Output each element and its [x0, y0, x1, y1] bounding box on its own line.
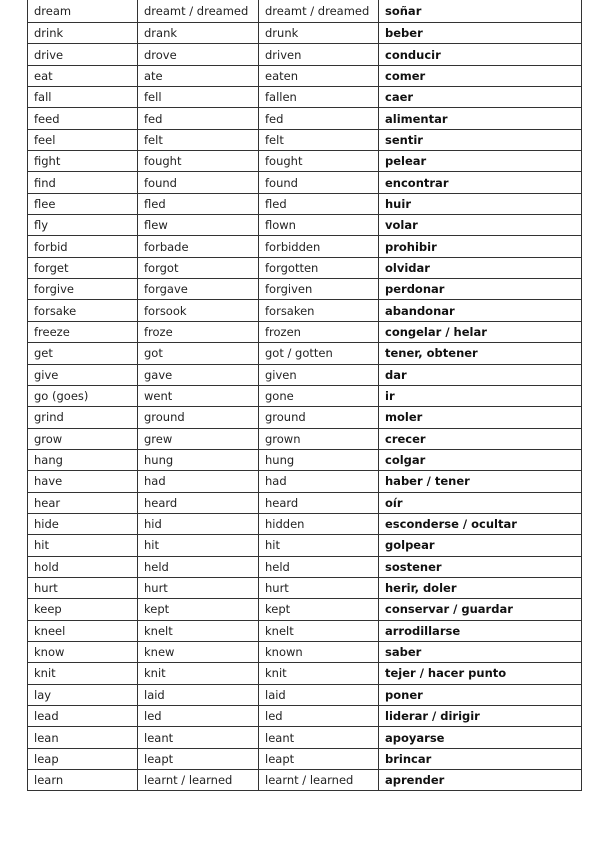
spanish-translation-cell: tener, obtener: [379, 343, 582, 364]
past-participle-cell: got / gotten: [259, 343, 379, 364]
table-row: [28, 279, 582, 300]
base-form-cell: freeze: [28, 321, 138, 342]
spanish-translation-cell: pelear: [379, 151, 582, 172]
base-form-cell: drink: [28, 23, 138, 44]
base-form-cell: forget: [28, 257, 138, 278]
table-row: [28, 641, 582, 662]
past-simple-cell: knelt: [138, 620, 259, 641]
past-participle-cell: hit: [259, 535, 379, 556]
spanish-translation-cell: oír: [379, 492, 582, 513]
table-row: [28, 23, 582, 44]
base-form-cell: have: [28, 471, 138, 492]
past-simple-cell: flew: [138, 215, 259, 236]
base-form-cell: flee: [28, 193, 138, 214]
base-form-cell: get: [28, 343, 138, 364]
spanish-translation-cell: moler: [379, 407, 582, 428]
past-participle-cell: learnt / learned: [259, 770, 379, 791]
base-form-cell: kneel: [28, 620, 138, 641]
spanish-translation-cell: encontrar: [379, 172, 582, 193]
past-participle-cell: given: [259, 364, 379, 385]
past-participle-cell: dreamt / dreamed: [259, 0, 379, 23]
past-simple-cell: fed: [138, 108, 259, 129]
spanish-translation-cell: alimentar: [379, 108, 582, 129]
past-simple-cell: got: [138, 343, 259, 364]
base-form-cell: dream: [28, 0, 138, 23]
past-participle-cell: grown: [259, 428, 379, 449]
base-form-cell: hit: [28, 535, 138, 556]
past-participle-cell: knelt: [259, 620, 379, 641]
past-participle-cell: leapt: [259, 748, 379, 769]
past-participle-cell: eaten: [259, 65, 379, 86]
table-row: [28, 513, 582, 534]
table-row: [28, 535, 582, 556]
spanish-translation-cell: olvidar: [379, 257, 582, 278]
past-simple-cell: leant: [138, 727, 259, 748]
spanish-translation-cell: dar: [379, 364, 582, 385]
table-row: [28, 321, 582, 342]
past-simple-cell: laid: [138, 684, 259, 705]
spanish-translation-cell: sostener: [379, 556, 582, 577]
past-simple-cell: felt: [138, 129, 259, 150]
past-simple-cell: kept: [138, 599, 259, 620]
past-simple-cell: led: [138, 706, 259, 727]
table-row: [28, 407, 582, 428]
table-row: [28, 364, 582, 385]
table-row: [28, 599, 582, 620]
base-form-cell: lean: [28, 727, 138, 748]
past-participle-cell: forgiven: [259, 279, 379, 300]
table-row: [28, 108, 582, 129]
table-row: [28, 449, 582, 470]
table-row: [28, 172, 582, 193]
past-participle-cell: laid: [259, 684, 379, 705]
past-participle-cell: forgotten: [259, 257, 379, 278]
past-participle-cell: frozen: [259, 321, 379, 342]
base-form-cell: leap: [28, 748, 138, 769]
past-participle-cell: knit: [259, 663, 379, 684]
past-simple-cell: ground: [138, 407, 259, 428]
spanish-translation-cell: golpear: [379, 535, 582, 556]
base-form-cell: hide: [28, 513, 138, 534]
spanish-translation-cell: tejer / hacer punto: [379, 663, 582, 684]
spanish-translation-cell: beber: [379, 23, 582, 44]
spanish-translation-cell: herir, doler: [379, 577, 582, 598]
past-simple-cell: dreamt / dreamed: [138, 0, 259, 23]
table-row: [28, 663, 582, 684]
base-form-cell: forbid: [28, 236, 138, 257]
table-row: [28, 556, 582, 577]
spanish-translation-cell: saber: [379, 641, 582, 662]
spanish-translation-cell: conservar / guardar: [379, 599, 582, 620]
past-simple-cell: fled: [138, 193, 259, 214]
table-row: [28, 770, 582, 791]
table-row: [28, 428, 582, 449]
past-participle-cell: heard: [259, 492, 379, 513]
past-participle-cell: fought: [259, 151, 379, 172]
spanish-translation-cell: arrodillarse: [379, 620, 582, 641]
past-simple-cell: had: [138, 471, 259, 492]
spanish-translation-cell: aprender: [379, 770, 582, 791]
base-form-cell: lead: [28, 706, 138, 727]
past-simple-cell: fell: [138, 87, 259, 108]
base-form-cell: grow: [28, 428, 138, 449]
base-form-cell: forsake: [28, 300, 138, 321]
spanish-translation-cell: perdonar: [379, 279, 582, 300]
past-simple-cell: hung: [138, 449, 259, 470]
spanish-translation-cell: liderar / dirigir: [379, 706, 582, 727]
table-row: [28, 492, 582, 513]
table-row: [28, 385, 582, 406]
past-simple-cell: leapt: [138, 748, 259, 769]
spanish-translation-cell: abandonar: [379, 300, 582, 321]
past-simple-cell: hid: [138, 513, 259, 534]
base-form-cell: fall: [28, 87, 138, 108]
spanish-translation-cell: colgar: [379, 449, 582, 470]
table-row: [28, 129, 582, 150]
base-form-cell: lay: [28, 684, 138, 705]
past-simple-cell: forsook: [138, 300, 259, 321]
base-form-cell: hurt: [28, 577, 138, 598]
table-row: [28, 300, 582, 321]
spanish-translation-cell: ir: [379, 385, 582, 406]
past-simple-cell: went: [138, 385, 259, 406]
spanish-translation-cell: esconderse / ocultar: [379, 513, 582, 534]
past-simple-cell: found: [138, 172, 259, 193]
base-form-cell: find: [28, 172, 138, 193]
past-participle-cell: drunk: [259, 23, 379, 44]
base-form-cell: fight: [28, 151, 138, 172]
table-row: [28, 87, 582, 108]
past-simple-cell: grew: [138, 428, 259, 449]
base-form-cell: fly: [28, 215, 138, 236]
past-participle-cell: forbidden: [259, 236, 379, 257]
spanish-translation-cell: haber / tener: [379, 471, 582, 492]
table-row: [28, 236, 582, 257]
table-row: [28, 706, 582, 727]
past-participle-cell: fled: [259, 193, 379, 214]
table-row: [28, 343, 582, 364]
spanish-translation-cell: volar: [379, 215, 582, 236]
table-row: [28, 471, 582, 492]
spanish-translation-cell: huir: [379, 193, 582, 214]
spanish-translation-cell: caer: [379, 87, 582, 108]
base-form-cell: knit: [28, 663, 138, 684]
base-form-cell: hold: [28, 556, 138, 577]
base-form-cell: drive: [28, 44, 138, 65]
table-row: [28, 151, 582, 172]
table-row: [28, 620, 582, 641]
past-simple-cell: gave: [138, 364, 259, 385]
base-form-cell: know: [28, 641, 138, 662]
past-participle-cell: kept: [259, 599, 379, 620]
past-participle-cell: hidden: [259, 513, 379, 534]
table-row: [28, 257, 582, 278]
table-row: [28, 44, 582, 65]
past-participle-cell: fed: [259, 108, 379, 129]
past-participle-cell: fallen: [259, 87, 379, 108]
spanish-translation-cell: congelar / helar: [379, 321, 582, 342]
past-simple-cell: forgot: [138, 257, 259, 278]
past-participle-cell: felt: [259, 129, 379, 150]
past-simple-cell: drank: [138, 23, 259, 44]
past-participle-cell: led: [259, 706, 379, 727]
past-participle-cell: had: [259, 471, 379, 492]
base-form-cell: feel: [28, 129, 138, 150]
past-simple-cell: heard: [138, 492, 259, 513]
past-participle-cell: found: [259, 172, 379, 193]
base-form-cell: keep: [28, 599, 138, 620]
base-form-cell: feed: [28, 108, 138, 129]
irregular-verbs-table: [27, 0, 582, 791]
past-participle-cell: driven: [259, 44, 379, 65]
spanish-translation-cell: brincar: [379, 748, 582, 769]
past-participle-cell: known: [259, 641, 379, 662]
spanish-translation-cell: conducir: [379, 44, 582, 65]
past-simple-cell: learnt / learned: [138, 770, 259, 791]
base-form-cell: forgive: [28, 279, 138, 300]
past-participle-cell: flown: [259, 215, 379, 236]
table-row: [28, 65, 582, 86]
past-participle-cell: hung: [259, 449, 379, 470]
spanish-translation-cell: apoyarse: [379, 727, 582, 748]
base-form-cell: learn: [28, 770, 138, 791]
base-form-cell: give: [28, 364, 138, 385]
past-simple-cell: froze: [138, 321, 259, 342]
base-form-cell: hear: [28, 492, 138, 513]
base-form-cell: hang: [28, 449, 138, 470]
spanish-translation-cell: crecer: [379, 428, 582, 449]
past-participle-cell: leant: [259, 727, 379, 748]
table-row: [28, 577, 582, 598]
table-row: [28, 684, 582, 705]
base-form-cell: eat: [28, 65, 138, 86]
base-form-cell: go (goes): [28, 385, 138, 406]
past-participle-cell: hurt: [259, 577, 379, 598]
spanish-translation-cell: prohibir: [379, 236, 582, 257]
past-participle-cell: gone: [259, 385, 379, 406]
spanish-translation-cell: sentir: [379, 129, 582, 150]
past-simple-cell: knit: [138, 663, 259, 684]
table-body: [28, 0, 582, 791]
past-simple-cell: knew: [138, 641, 259, 662]
table-row: [28, 727, 582, 748]
past-simple-cell: forgave: [138, 279, 259, 300]
past-simple-cell: fought: [138, 151, 259, 172]
table-row: [28, 193, 582, 214]
past-participle-cell: forsaken: [259, 300, 379, 321]
past-participle-cell: ground: [259, 407, 379, 428]
past-participle-cell: held: [259, 556, 379, 577]
past-simple-cell: hurt: [138, 577, 259, 598]
table-row: [28, 215, 582, 236]
past-simple-cell: ate: [138, 65, 259, 86]
base-form-cell: grind: [28, 407, 138, 428]
past-simple-cell: forbade: [138, 236, 259, 257]
past-simple-cell: hit: [138, 535, 259, 556]
spanish-translation-cell: soñar: [379, 0, 582, 23]
past-simple-cell: drove: [138, 44, 259, 65]
spanish-translation-cell: comer: [379, 65, 582, 86]
past-simple-cell: held: [138, 556, 259, 577]
table-row: [28, 0, 582, 23]
table-row: [28, 748, 582, 769]
spanish-translation-cell: poner: [379, 684, 582, 705]
